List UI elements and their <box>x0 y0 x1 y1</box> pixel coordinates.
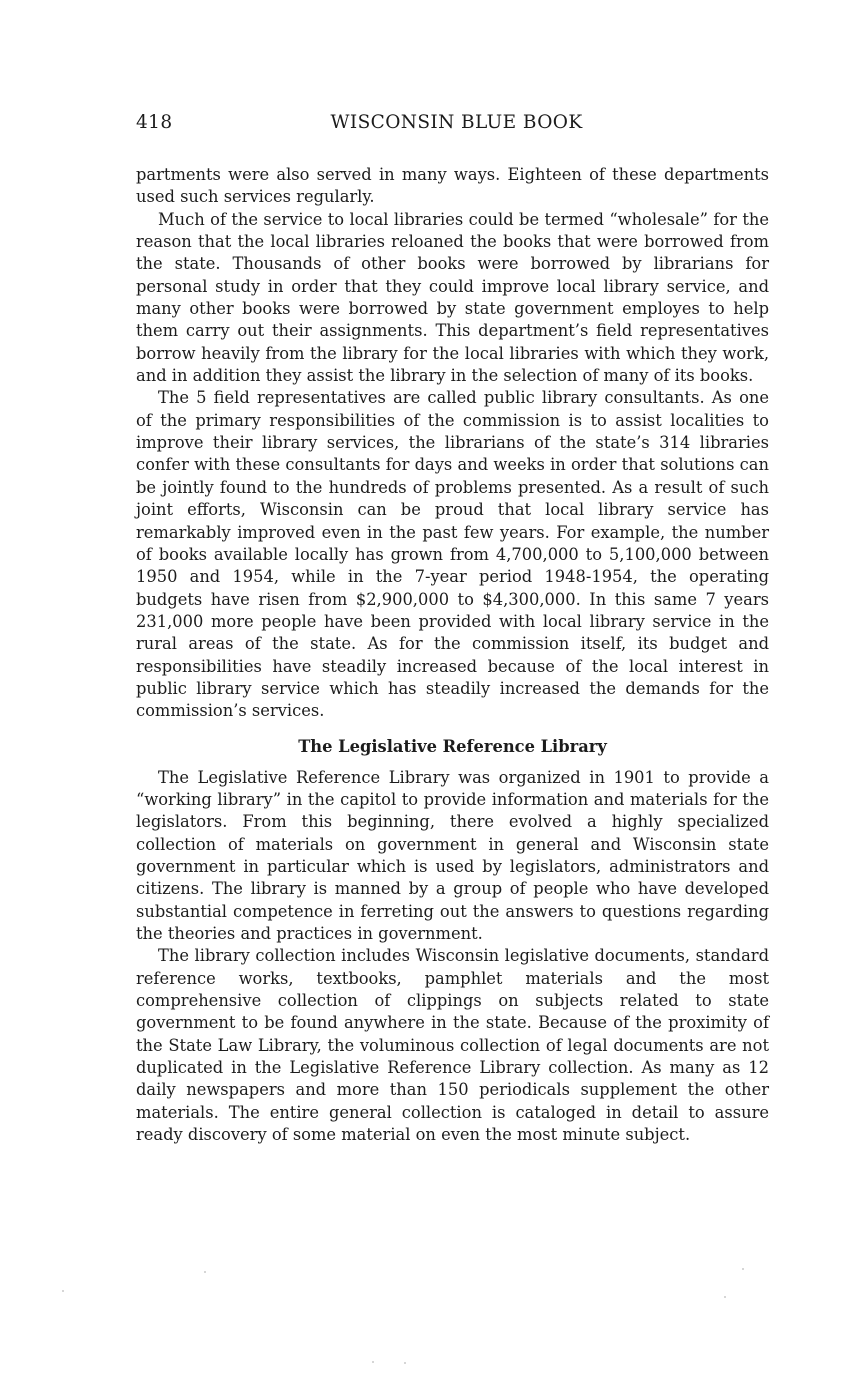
paper-speck <box>404 1362 406 1364</box>
running-title: WISCONSIN BLUE BOOK <box>330 112 583 133</box>
paragraph-wholesale-service: Much of the service to local libraries could be termed “wholesale” for the reason that the local libraries reloaned the books that were borrowed from the state. Thousands of other books were borrowed by librarians for personal study in order that they could improve local library service, and many other books were borrowed by state government employes to help them carry out their assignments. This department’s field representatives borrow heavily from the library for the local libraries with which they work, and in addition they assist the library in the selection of many of its books. <box>136 209 769 386</box>
paper-speck <box>724 1296 726 1298</box>
paper-speck <box>62 1290 64 1292</box>
running-head <box>136 112 769 142</box>
paper-speck <box>204 1271 206 1273</box>
paper-speck <box>372 1361 374 1363</box>
body-text <box>136 164 769 1146</box>
section-heading: The Legislative Reference Library <box>298 736 607 756</box>
paragraph-continued: partments were also served in many ways. Eighteen of these departments used such services regularly. <box>136 165 769 207</box>
paragraph-legislative-library-origin: The Legislative Reference Library was organized in 1901 to provide a “working library” in the capitol to provide information and materials for the legislators. From this beginning, there evolved a highly specialized collection of materials on government in general and Wisconsin state government in particular which is used by legislators, administrators and citizens. The library is manned by a group of people who have developed substantial competence in ferreting out the answers to questions regarding the theories and practices in government. <box>136 767 769 943</box>
page-number: 418 <box>136 112 173 133</box>
paper-speck <box>742 1268 744 1270</box>
paragraph-field-representatives: The 5 field representatives are called public library consultants. As one of the primary responsibilities of the commission is to assist localities to improve their library services, the librarians of the state’s 314 libraries confer with these consultants for days and weeks in order that solutions can be jointly found to the hundreds of problems presented. As a result of such joint efforts, Wisconsin can be proud that local library service has remarkably improved even in the past few years. For example, the number of books available locally has grown from 4,700,000 to 5,100,000 between 1950 and 1954, while in the 7-year period 1948-1954, the operating budgets have risen from $2,900,000 to $4,300,000. In this same 7 years 231,000 more people have been provided with local library service in the rural areas of the state. As for the commission itself, its budget and responsibilities have steadily increased because of the local interest in public library service which has steadily increased the demands for the commission’s services. <box>136 388 769 721</box>
paragraph-library-collection: The library collection includes Wisconsin legislative documents, standard reference works, textbooks, pamphlet materials and the most comprehensive collection of clippings on subjects related to state government to be found anywhere in the state. Because of the proximity of the State Law Library, the voluminous collection of legal documents are not duplicated in the Legislative Reference Library collection. As many as 12 daily newspapers and more than 150 periodicals supplement the other materials. The entire general collection is cataloged in detail to assure ready discovery of some material on even the most minute subject. <box>136 946 769 1145</box>
